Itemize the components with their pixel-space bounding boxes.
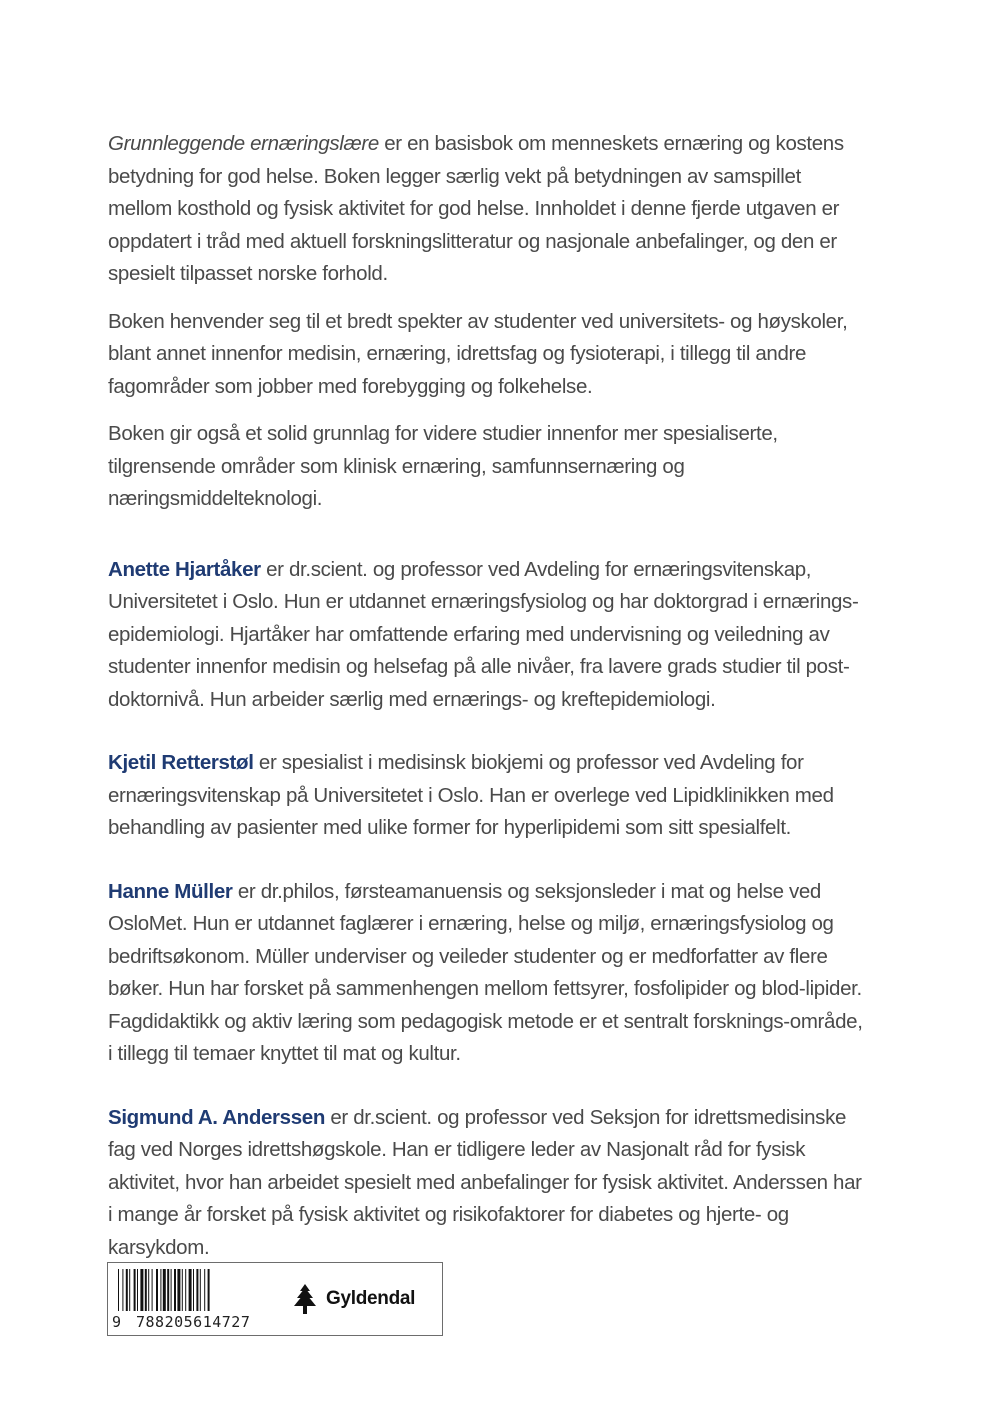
publisher-logo [290,1283,415,1315]
intro-paragraph-3: Boken gir også et solid grunnlag for videre studier innenfor mer spesialiserte, tilgrensende områder som klinisk ernæring, samfunnsernæring og næringsmiddelteknologi. [108,422,778,510]
author-bio-2 [108,747,868,845]
author-bio-text-2: er spesialist i medisinsk biokjemi og professor ved Avdeling for ernæringsvitenskap på Universitetet i Oslo. Han er overlege ved Lipidklinikken med behandling av pasienter med ulike former for hyperlipidemi som sitt spesialfelt. [108,751,834,839]
barcode-icon [118,1269,286,1311]
author-name-2: Kjetil Retterstøl [108,751,254,774]
author-bio-3 [108,876,868,1071]
book-title: Grunnleggende ernæringslære [108,132,379,155]
isbn-prefix: 9 [112,1313,122,1331]
isbn-number: 788205614727 [136,1313,251,1331]
tree-logo-icon [290,1283,320,1315]
intro-paragraph-1-text: er en basisbok om menneskets ernæring og kostens betydning for god helse. Boken legger særlig vekt på betydningen av samspillet mellom kosthold og fysisk aktivitet for god helse. Innholdet i denne fjerde utgaven er oppdatert i tråd med aktuell forskningslitteratur og nasjonale anbefalinger, og den er spesielt tilpasset norske forhold. [108,132,844,285]
intro-paragraph-1 [108,128,868,291]
intro-paragraph-2: Boken henvender seg til et bredt spekter av studenter ved universitets- og høyskoler, blant annet innenfor medisin, ernæring, idrettsfag og fysioterapi, i tillegg til andre fagområder som jobber med forebygging og folkehelse. [108,309,848,398]
author-bio-text-4: er dr.scient. og professor ved Seksjon for idrettsmedisinske fag ved Norges idrettshøgskole. Han er tidligere leder av Nasjonalt råd for fysisk aktivitet, hvor han arbeidet spesielt med anbefalinger for fysisk aktivitet. Anderssen har i mange år forsket på fysisk aktivitet og risikofaktorer for diabetes og hjerte- og karsykdom. [108,1105,862,1259]
isbn-publisher-box [107,1262,443,1336]
back-cover-text [108,128,868,1264]
author-bio-1 [108,554,868,717]
author-name-4: Sigmund A. Anderssen [108,1105,326,1129]
author-name-1: Anette Hjartåker [108,557,261,581]
author-bio-4 [108,1102,868,1265]
author-bio-text-1: er dr.scient. og professor ved Avdeling for ernæringsvitenskap, Universitetet i Oslo. Hun er utdannet ernæringsfysiolog og har doktorgrad i ernærings-epidemiologi. Hjartåker har omfattende erfaring med undervisning og veiledning av studenter innenfor medisin og helsefag på alle nivåer, fra lavere grads studier til post-doktornivå. Hun arbeider særlig med ernærings- og kreftepidemiologi. [108,557,859,711]
author-bio-text-3: er dr.philos, førsteamanuensis og seksjonsleder i mat og helse ved OsloMet. Hun er utdannet faglærer i ernæring, helse og miljø, ernæringsfysiolog og bedriftsøkonom. Müller underviser og veileder studenter og er medforfatter av flere bøker. Hun har forsket på sammenhengen mellom fettsyrer, fosfolipider og blod-lipider. Fagdidaktikk og aktiv læring som pedagogisk metode er et sentralt forsknings-område, i tillegg til temaer knyttet til mat og kultur. [108,879,863,1065]
author-name-3: Hanne Müller [108,879,233,903]
publisher-name: Gyldendal [326,1288,416,1309]
